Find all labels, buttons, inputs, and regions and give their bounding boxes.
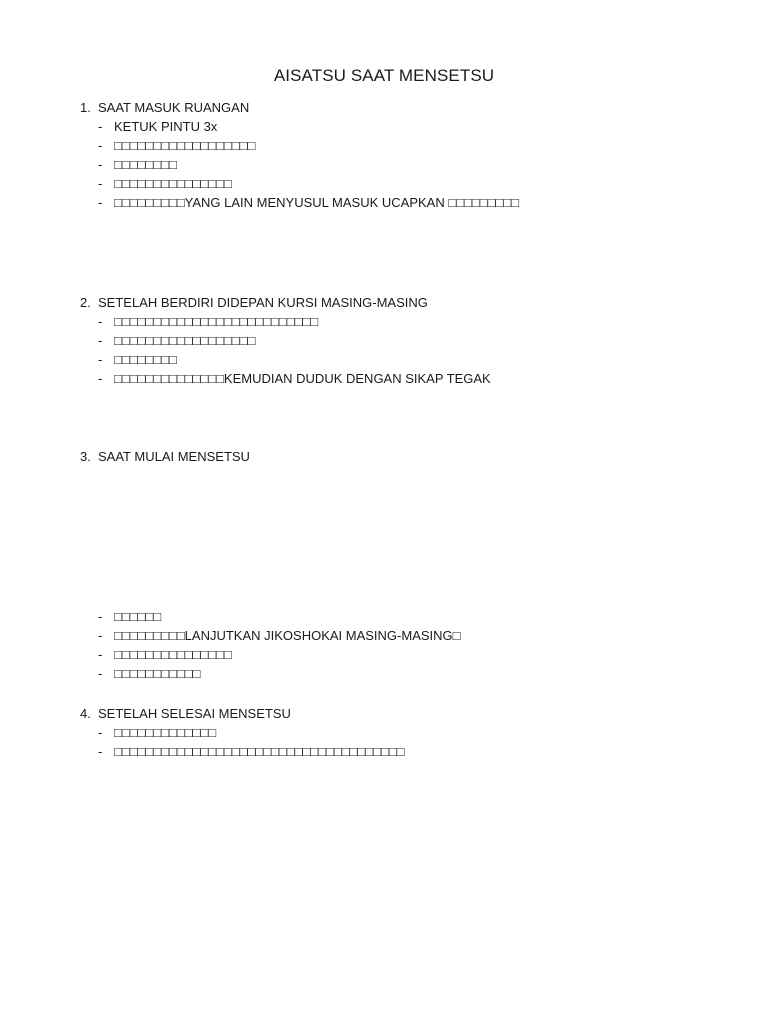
- section-3-items: [80, 607, 720, 683]
- item-text: KETUK PINTU 3x: [114, 119, 218, 134]
- list-item: [80, 723, 720, 742]
- section-1: [80, 98, 720, 212]
- section-title: SAAT MASUK RUANGAN: [98, 100, 250, 115]
- document-title: AISATSU SAAT MENSETSU: [273, 66, 495, 85]
- dash-bullet: -: [98, 195, 103, 210]
- item-text: □□□□□□□□□□□□□□□: [114, 176, 232, 191]
- dash-bullet: -: [98, 609, 103, 624]
- section-heading: [80, 704, 720, 723]
- dash-bullet: -: [98, 157, 103, 172]
- section-heading: [80, 293, 720, 312]
- list-item: [80, 312, 720, 331]
- section-title: SETELAH SELESAI MENSETSU: [98, 706, 291, 721]
- section-heading: [80, 98, 720, 117]
- item-list: [80, 312, 720, 388]
- section-4: [80, 704, 720, 761]
- section-2: [80, 293, 720, 388]
- item-text: □□□□□□□□□□□□□□□□□□: [114, 333, 256, 348]
- dash-bullet: -: [98, 744, 103, 759]
- dash-bullet: -: [98, 628, 103, 643]
- list-item: [80, 626, 720, 645]
- item-text: □□□□□□□□□□□□□□□□□□: [114, 138, 256, 153]
- list-item: [80, 174, 720, 193]
- dash-bullet: -: [98, 119, 103, 134]
- item-text: □□□□□□□□□□□□□□□□□□□□□□□□□□: [114, 314, 319, 329]
- item-text: □□□□□□: [114, 609, 162, 624]
- dash-bullet: -: [98, 371, 103, 386]
- list-item: [80, 369, 720, 388]
- list-item: [80, 645, 720, 664]
- dash-bullet: -: [98, 647, 103, 662]
- section-number: 1.: [80, 100, 91, 115]
- item-text: □□□□□□□□: [114, 352, 177, 367]
- list-item: [80, 331, 720, 350]
- section-title: SAAT MULAI MENSETSU: [98, 449, 250, 464]
- list-item: [80, 607, 720, 626]
- section-number: 3.: [80, 449, 91, 464]
- item-text: □□□□□□□□□LANJUTKAN JIKOSHOKAI MASING-MASING□: [114, 628, 461, 643]
- section-title: SETELAH BERDIRI DIDEPAN KURSI MASING-MASING: [98, 295, 428, 310]
- list-item: [80, 155, 720, 174]
- list-item: [80, 117, 720, 136]
- item-text: □□□□□□□□□YANG LAIN MENYUSUL MASUK UCAPKAN □□□□□□□□□: [114, 195, 520, 210]
- dash-bullet: -: [98, 725, 103, 740]
- list-item: [80, 193, 720, 212]
- list-item: [80, 350, 720, 369]
- list-item: [80, 136, 720, 155]
- item-text: □□□□□□□□□□□□□□□□□□□□□□□□□□□□□□□□□□□□□: [114, 744, 405, 759]
- item-text: □□□□□□□□□□□: [114, 666, 201, 681]
- section-3: [80, 447, 720, 466]
- dash-bullet: -: [98, 314, 103, 329]
- dash-bullet: -: [98, 138, 103, 153]
- item-text: □□□□□□□□□□□□□: [114, 725, 217, 740]
- section-number: 4.: [80, 706, 91, 721]
- section-number: 2.: [80, 295, 91, 310]
- item-text: □□□□□□□□: [114, 157, 177, 172]
- dash-bullet: -: [98, 333, 103, 348]
- item-list: [80, 723, 720, 761]
- item-text: □□□□□□□□□□□□□□KEMUDIAN DUDUK DENGAN SIKAP TEGAK: [114, 371, 491, 386]
- dash-bullet: -: [98, 176, 103, 191]
- list-item: [80, 664, 720, 683]
- item-text: □□□□□□□□□□□□□□□: [114, 647, 232, 662]
- dash-bullet: -: [98, 666, 103, 681]
- dash-bullet: -: [98, 352, 103, 367]
- item-list: [80, 117, 720, 212]
- list-item: [80, 742, 720, 761]
- section-heading: [80, 447, 720, 466]
- item-list: [80, 607, 720, 683]
